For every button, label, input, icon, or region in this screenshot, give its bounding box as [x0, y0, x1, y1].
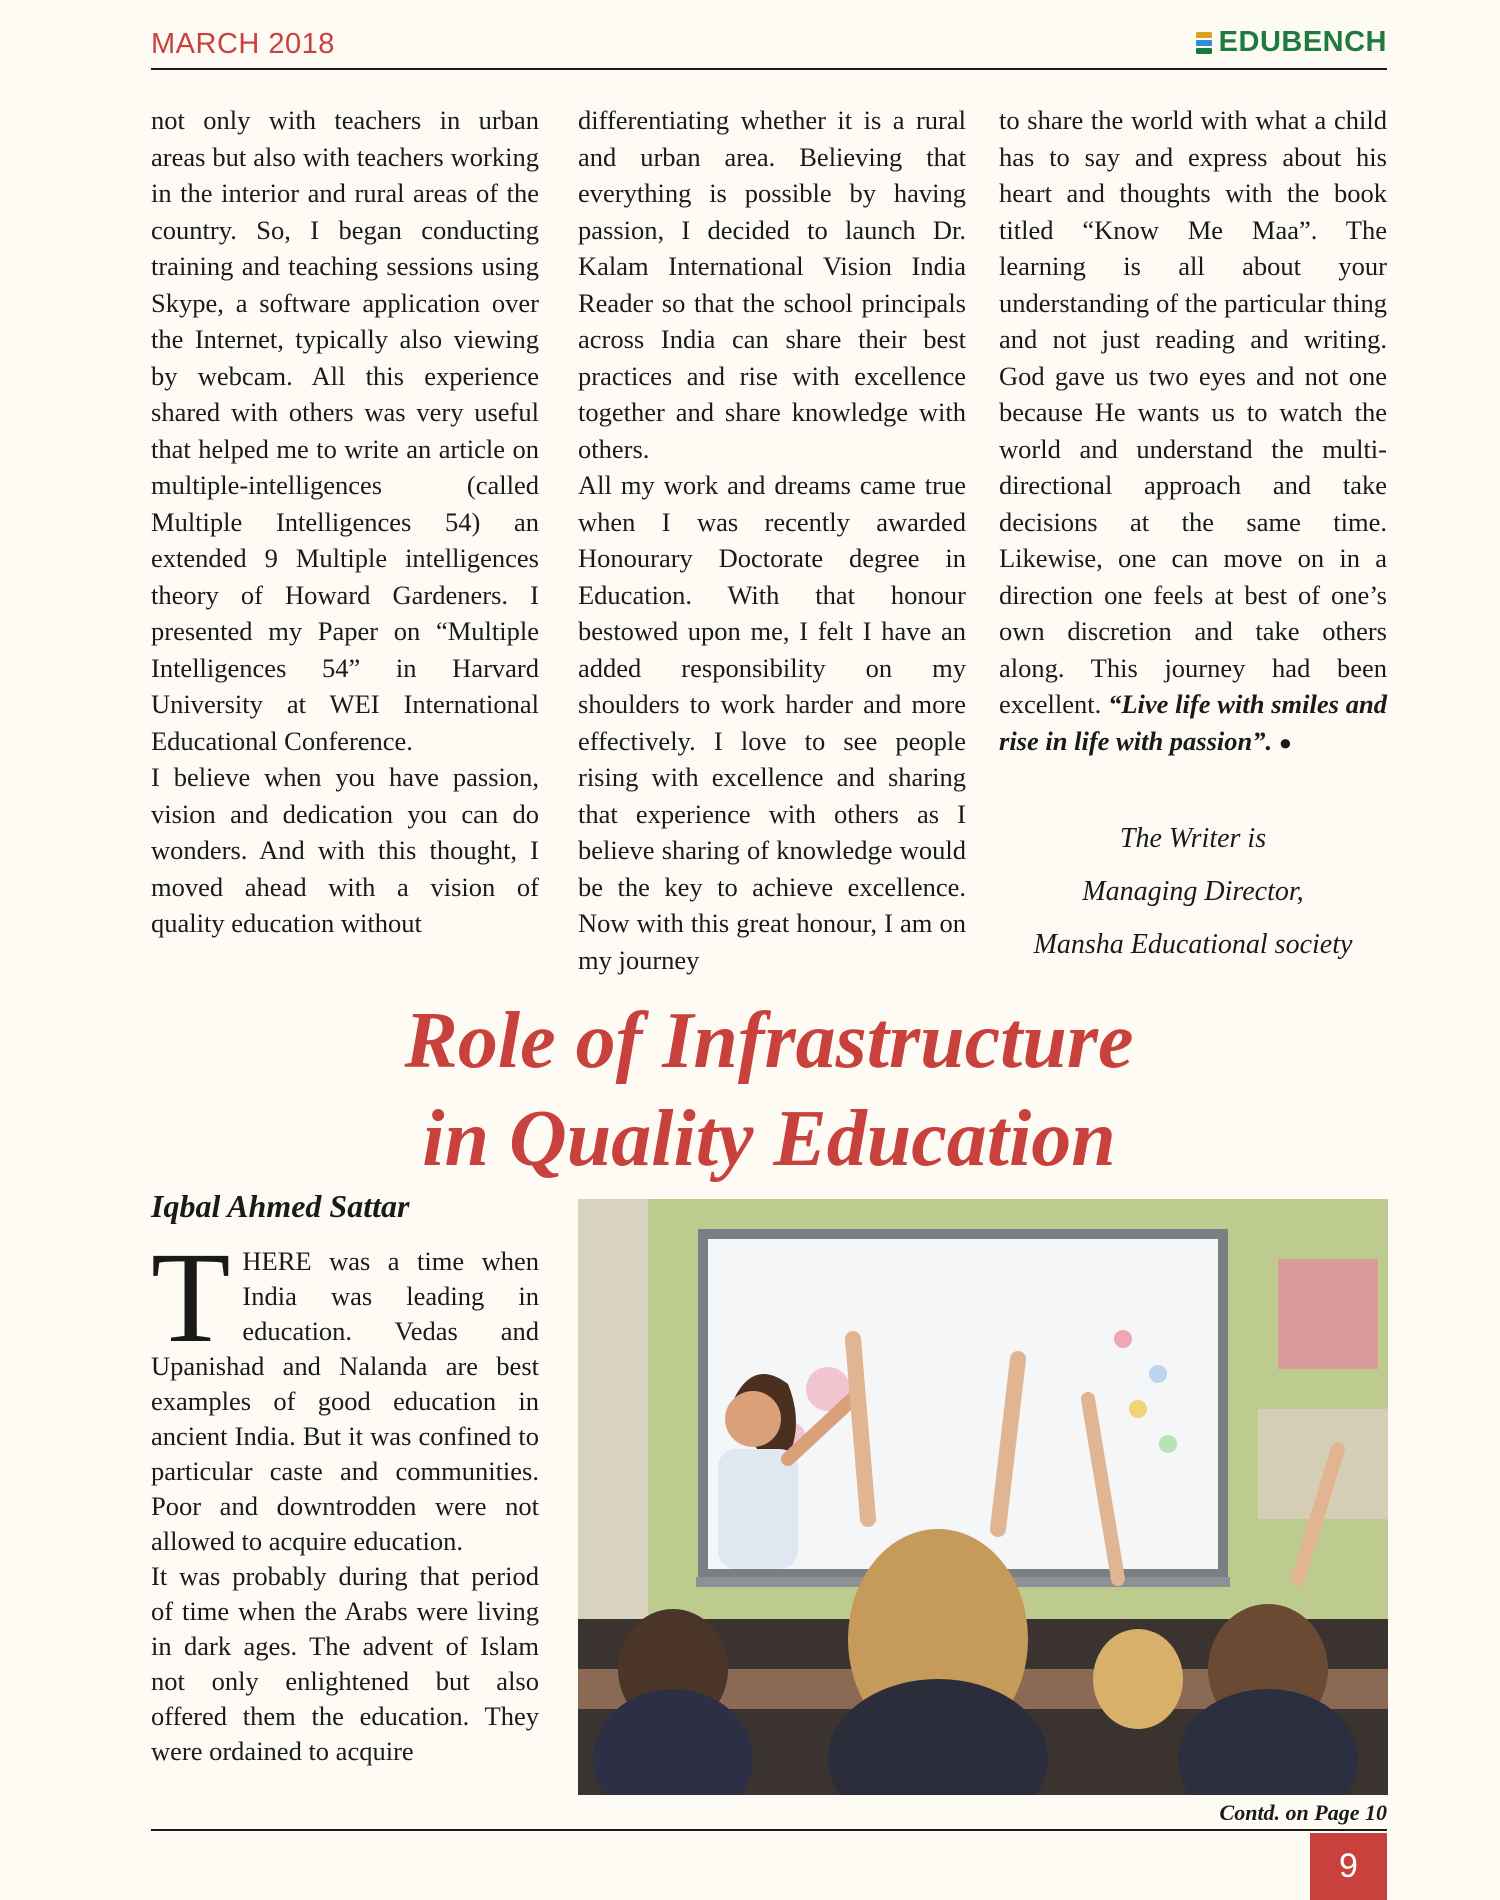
writer-note-line: Managing Director,: [1082, 876, 1304, 907]
article-title-line-1: Role of Infrastructure: [404, 997, 1134, 1085]
article-title-line-2: in Quality Education: [422, 1095, 1116, 1183]
end-mark: ●: [1278, 729, 1293, 755]
continued-article-column-1: [151, 102, 539, 942]
classroom-illustration: [578, 1199, 1388, 1795]
closing-text: to share the world with what a child has to say and express about his heart and thoughts with the book titled “Know Me Maa”. The learning is all about your understanding of the particular thing and not just reading and writing. God gave us two eyes and not one because He wants us to watch the world and understand the multi-directional approach and take decisions at the same time. Likewise, one can move on in a direction one feels at best of one’s own discretion and take others along. This journey had been excellent.: [999, 105, 1387, 719]
issue-date: MARCH 2018: [151, 28, 335, 60]
brand: [1195, 26, 1387, 59]
paragraph: All my work and dreams came true when I was recently awarded Honourary Doctorate degree in Education. With that honour bestowed upon me, I felt I have an added responsibility on my shoulders to work harder and more effectively. I love to see people rising with excellence and sharing that experience with others as I believe sharing of knowledge would be the key to achieve excellence. Now with this great honour, I am on my journey: [578, 470, 966, 975]
paragraph: [151, 1226, 539, 1559]
paragraph: not only with teachers in urban areas but also with teachers working in the interior and rural areas of the country. So, I began conducting training and teaching sessions using Skype, a software application over the Internet, typically also viewing by webcam. All this experience shared with others was very useful that helped me to write an article on multiple-intelligences (called Multiple Intelligences 54) an extended 9 Multiple intelligences theory of Howard Gardeners. I presented my Paper on “Multiple Intelligences 54” in Harvard University at WEI International Educational Conference.: [151, 105, 539, 756]
author-byline: Iqbal Ahmed Sattar: [151, 1188, 410, 1224]
closing-quote: “Live life with smiles and rise in life with passion”.: [999, 689, 1387, 756]
continued-article-column-3: [999, 102, 1387, 761]
brand-name: EDUBENCH: [1218, 26, 1387, 58]
writer-note-line: The Writer is: [1119, 823, 1267, 854]
page-header: [151, 22, 1387, 70]
paragraph: I believe when you have passion, vision and dedication you can do wonders. And with this thought, I moved ahead with a vision of quality education without: [151, 762, 539, 938]
drop-cap: T: [151, 1226, 231, 1370]
paragraph: differentiating whether it is a rural and urban area. Believing that everything is possible by having passion, I decided to launch Dr. Kalam International Vision India Reader so that the school principals across India can share their best practices and rise with excellence together and share knowledge with others.: [578, 105, 966, 464]
page-number: 9: [1310, 1833, 1387, 1900]
article-body: [151, 1226, 539, 1769]
footer-divider: [151, 1829, 1387, 1831]
writer-note: [999, 812, 1387, 971]
paragraph: [999, 102, 1387, 761]
edubench-logo-icon: [1195, 30, 1213, 56]
article-title: [151, 992, 1387, 1188]
classroom-photo: [578, 1199, 1388, 1795]
continued-notice: Contd. on Page 10: [1219, 1800, 1387, 1825]
paragraph: It was probably during that period of time when the Arabs were living in dark ages. The advent of Islam not only enlightened but also offered them the education. They were ordained to acquire: [151, 1561, 539, 1766]
writer-note-line: Mansha Educational society: [1033, 929, 1353, 960]
paragraph-text: HERE was a time when India was leading in education. Vedas and Upanishad and Nalanda are best examples of good education in ancient India. But it was confined to particular caste and communities. Poor and downtrodden were not allowed to acquire education.: [151, 1246, 539, 1556]
continued-article-column-2: [578, 102, 966, 978]
